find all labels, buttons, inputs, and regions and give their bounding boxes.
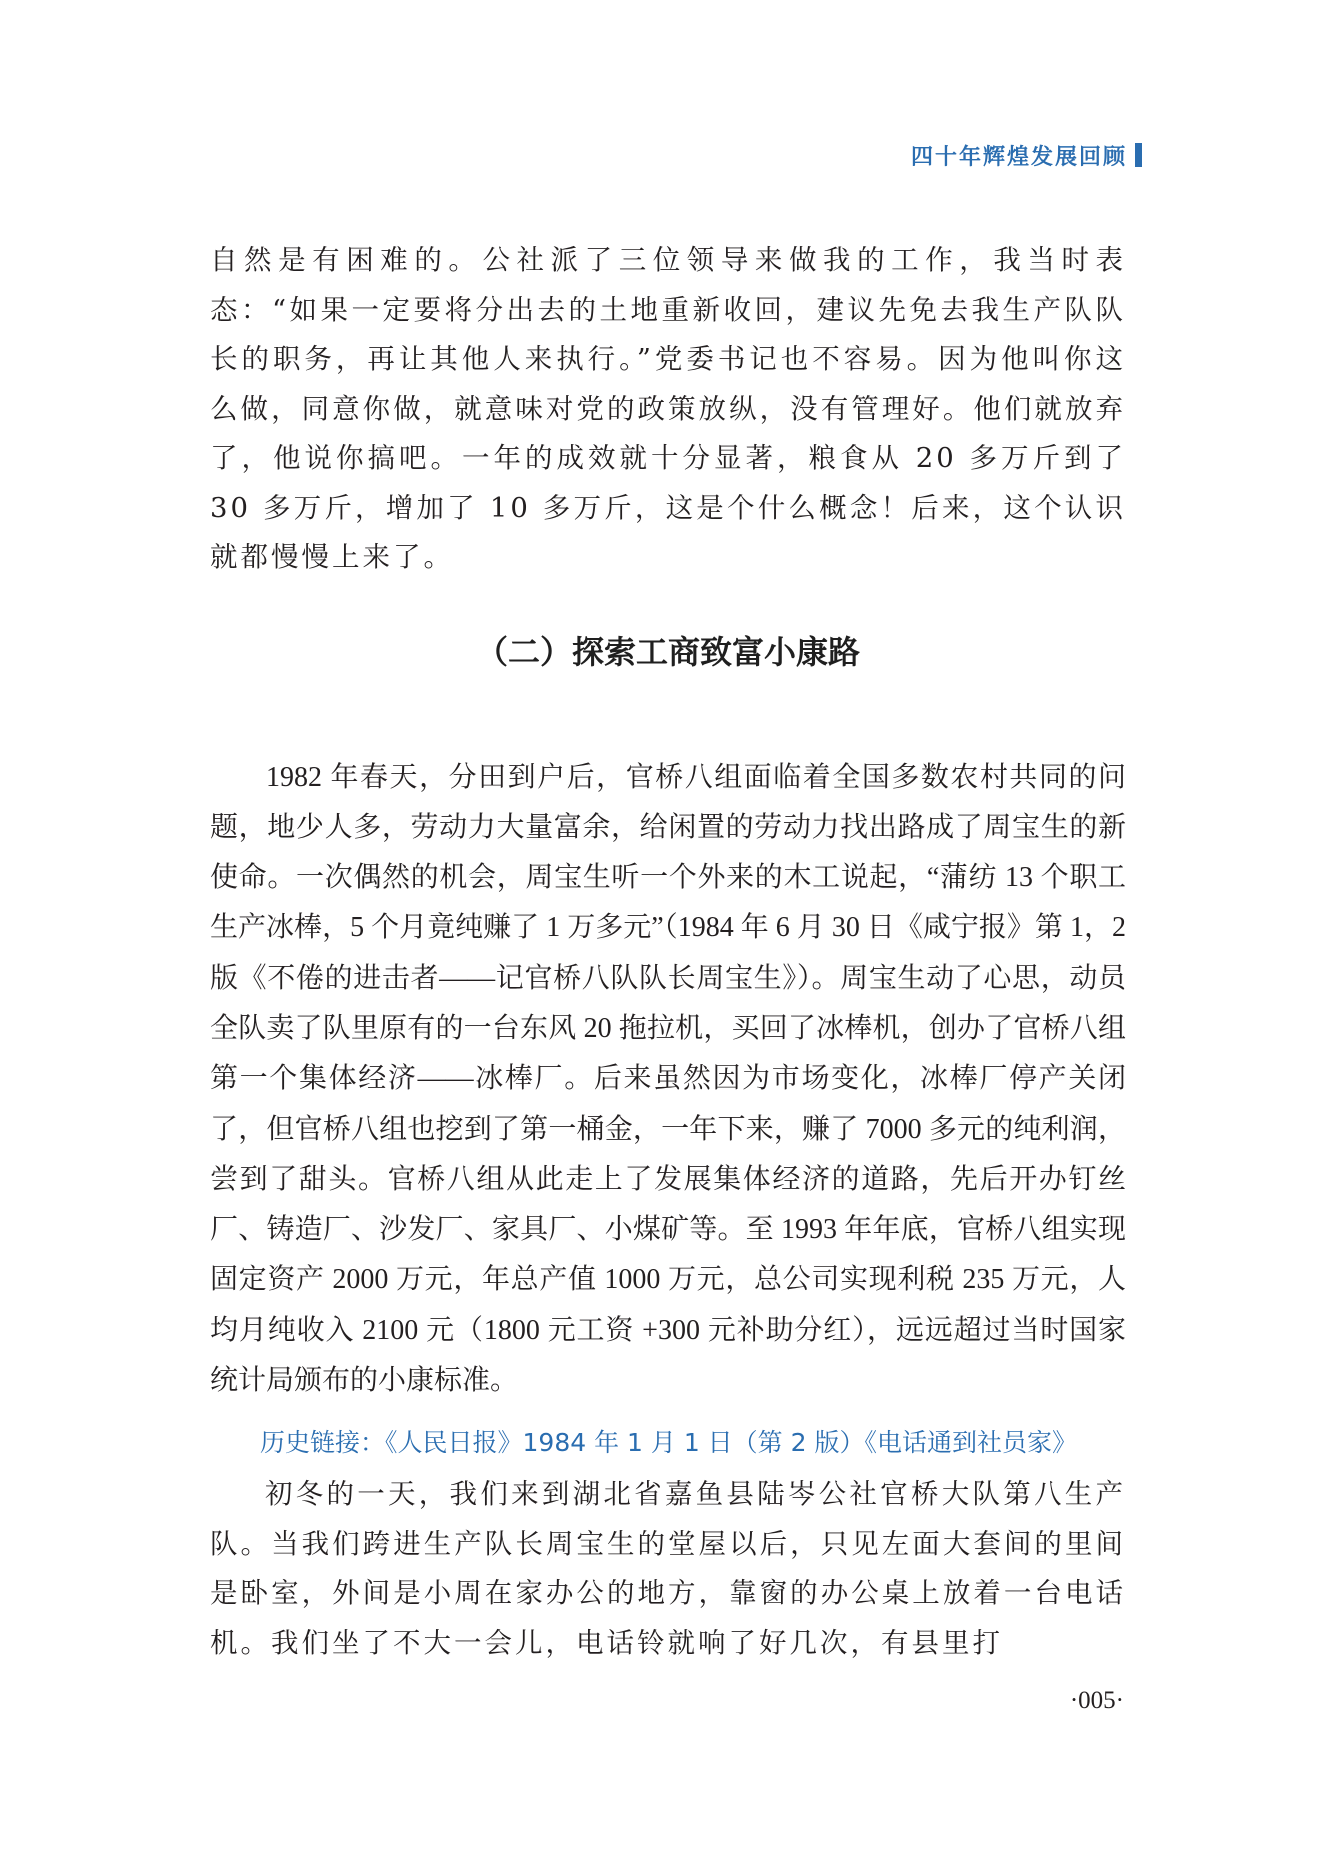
excerpt-paragraph: 初冬的一天，我们来到湖北省嘉鱼县陆岑公社官桥大队第八生产队。当我们跨进生产队长周宝生的堂屋以后，只见左面大套间的里间是卧室，外间是小周在家办公的地方，靠窗的办公桌上放着一台电话机。我们坐了不大一会儿，电话铃就响了好几次，有县里打 (210, 1478, 1126, 1659)
body-paragraph: 1982 年春天，分田到户后，官桥八组面临着全国多数农村共同的问题，地少人多，劳动力大量富余，给闲置的劳动力找出路成了周宝生的新使命。一次偶然的机会，周宝生听一个外来的木工说起，“蒲纺 13 个职工生产冰棒，5 个月竟纯赚了 1 万多元”（1984 年 6 月 30 日《咸宁报》第 1，2 版《不倦的进击者——记官桥八队队长周宝生》）。周宝生动了心思，动员全队卖了队里原有的一台东风 20 拖拉机，买回了冰棒机，创办了官桥八组第一个集体经济——冰棒厂。后来虽然因为市场变化，冰棒厂停产关闭了，但官桥八组也挖到了第一桶金，一年下来，赚了 7000 多元的纯利润，尝到了甜头。官桥八组从此走上了发展集体经济的道路，先后开办钉丝厂、铸造厂、沙发厂、家具厂、小煤矿等。至 1993 年年底，官桥八组实现固定资产 2000 万元，年总产值 1000 万元，总公司实现利税 235 万元，人均月纯收入 2100 元（1800 元工资 +300 元补助分红），远远超过当时国家统计局颁布的小康标准。 (210, 761, 1126, 1397)
section-title: （二）探索工商致富小康路 (475, 632, 860, 671)
opening-paragraph: 自然是有困难的。公社派了三位领导来做我的工作，我当时表态：“如果一定要将分出去的土地重新收回，建议先免去我生产队队长的职务，再让其他人来执行。”党委书记也不容易。因为他叫你这么做，同意你做，就意味对党的政策放纵，没有管理好。他们就放弃了，他说你搞吧。一年的成效就十分显著，粮食从 20 多万斤到了 30 多万斤，增加了 10 多万斤，这是个什么概念！后来，这个认识就都慢慢上来了。 (210, 244, 1126, 573)
running-head-title: 四十年辉煌发展回顾 (910, 144, 1127, 170)
page-number: ·005· (1069, 1687, 1124, 1714)
running-head (911, 140, 1142, 170)
history-link-heading: 历史链接：《人民日报》1984 年 1 月 1 日（第 2 版）《电话通到社员家》 (260, 1428, 1077, 1458)
running-head-bar (1135, 143, 1142, 167)
page-content (210, 236, 1126, 1668)
